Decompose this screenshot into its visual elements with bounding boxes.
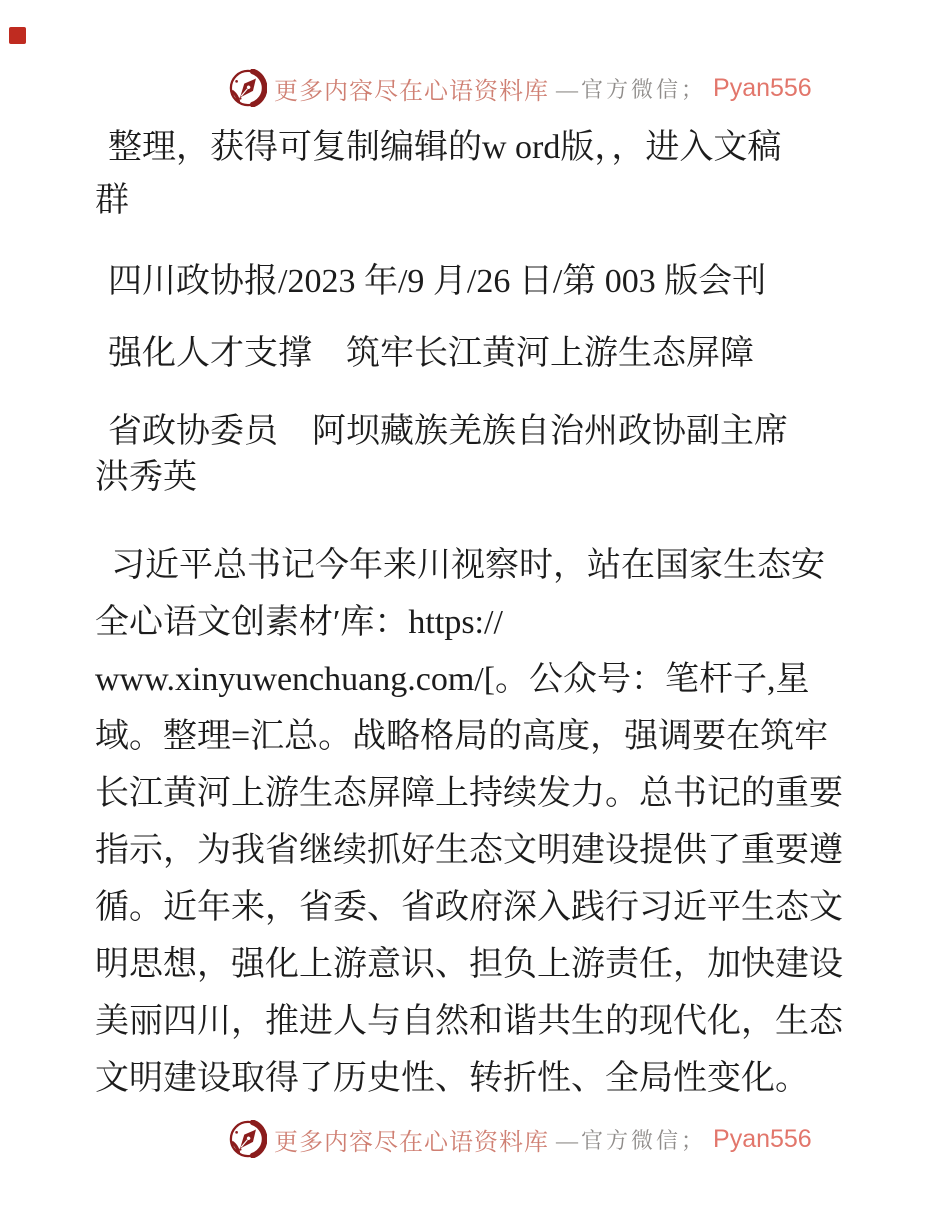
article-title: 强化人才支撑 筑牢长江黄河上游生态屏障 [108,335,754,372]
body-line: 循。近年来，省委、省政府深入践行习近平生态文 [95,889,843,926]
pen-nib-swirl-logo-icon [229,69,267,107]
body-line: 域。整理=汇总。战略格局的高度，强调要在筑牢 [95,718,829,755]
source-line: 四川政协报/2023 年/9 月/26 日/第 003 版会刊 [108,263,767,300]
header-watermark [229,69,812,107]
body-line: 习近平总书记今年来川视察时，站在国家生态安 [111,547,825,584]
intro-paragraph [95,121,870,227]
byline-line: 洪秀英 [95,459,197,496]
footer-watermark [229,1120,812,1158]
body-line: 指示，为我省继续抓好生态文明建设提供了重要遵 [95,832,843,869]
header-wechat-label: —官方微信； [556,76,707,102]
body-line: www.xinyuwenchuang.com/[。公众号：笔杆子,星 [95,661,810,698]
body-line: 文明建设取得了历史性、转折性、全局性变化。 [95,1060,809,1097]
body-line: 全心语文创素材′库：https:// [95,604,503,641]
body-line: 长江黄河上游生态屏障上持续发力。总书记的重要 [95,775,843,812]
byline-line: 省政协委员 阿坝藏族羌族自治州政协副主席 [108,413,788,450]
article-body [95,537,870,1107]
footer-wechat-id: Pyan556 [713,1124,812,1153]
corner-marker [9,27,26,44]
footer-wechat-label: —官方微信； [556,1127,707,1153]
body-line: 美丽四川，推进人与自然和谐共生的现代化，生态 [95,1003,843,1040]
intro-line: 群 [95,182,129,219]
intro-line: 整理，获得可复制编辑的w ord版，，进入文稿 [108,129,782,166]
body-line: 明思想，强化上游意识、担负上游责任，加快建设 [95,946,843,983]
footer-brand-text: 更多内容尽在心语资料库 [274,1129,549,1156]
header-brand-text: 更多内容尽在心语资料库 [274,78,549,105]
article-byline [95,409,870,501]
pen-nib-swirl-logo-icon [229,1120,267,1158]
header-wechat-id: Pyan556 [713,73,812,102]
